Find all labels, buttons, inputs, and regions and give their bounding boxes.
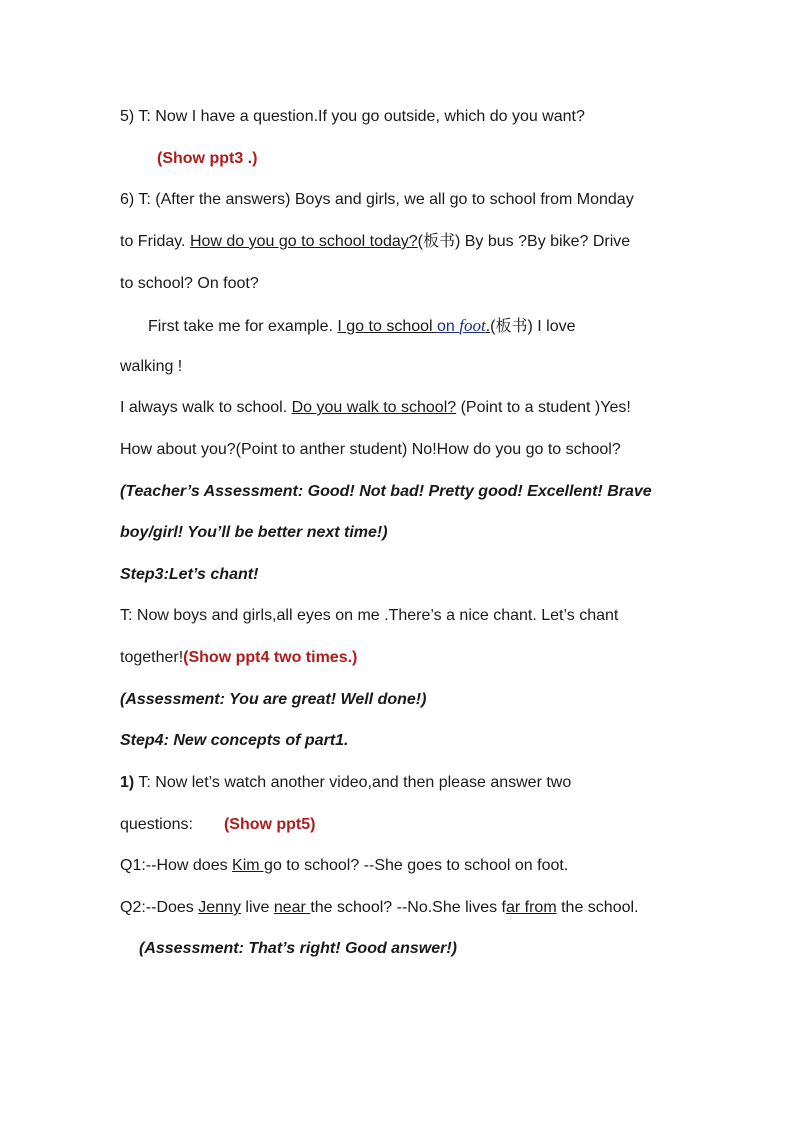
text-period: . xyxy=(485,318,491,335)
text-i-go-school: I go to school xyxy=(337,318,438,335)
line-to-friday xyxy=(120,232,630,252)
heading-step3: Step3:Let’s chant! xyxy=(120,566,259,583)
line-assessment-right: (Assessment: That’s right! Good answer!) xyxy=(139,940,457,957)
line-q2 xyxy=(120,898,638,918)
line-show-ppt3: (Show ppt3 .) xyxy=(157,150,258,167)
text-foot: foot xyxy=(459,316,486,335)
text-q2-answer: the school? --No.She lives f xyxy=(310,899,506,916)
text-questions: questions: xyxy=(120,816,193,833)
text-watch-video: T: Now let’s watch another video,and then please answer two xyxy=(134,774,572,791)
text-on: on xyxy=(437,318,460,335)
line-questions xyxy=(120,815,315,835)
text-board-love: (板书) I love xyxy=(490,318,576,335)
line-after-answers: 6) T: (After the answers) Boys and girls, we all go to school from Monday xyxy=(120,191,634,208)
line-together xyxy=(120,648,357,668)
text-point-student: (Point to a student )Yes! xyxy=(456,399,631,416)
line-boy-girl: boy/girl! You’ll be better next time!) xyxy=(120,524,388,541)
text-together: together! xyxy=(120,649,184,666)
text-how-go-school: How do you go to school today? xyxy=(189,233,418,250)
text-far-from: ar from xyxy=(505,899,557,916)
text-show-ppt5: (Show ppt5) xyxy=(223,816,316,833)
text-always-walk: I always walk to school. xyxy=(120,399,292,416)
text-show-ppt4: (Show ppt4 two times.) xyxy=(183,649,358,666)
text-near: near xyxy=(273,899,311,916)
line-walking: walking ! xyxy=(120,358,183,375)
line-first-example xyxy=(148,316,576,337)
text-item-1: 1) xyxy=(120,774,135,791)
line-on-foot-question: to school? On foot? xyxy=(120,275,259,292)
line-question-outside: 5) T: Now I have a question.If you go outside, which do you want? xyxy=(120,108,585,125)
line-nice-chant: T: Now boys and girls,all eyes on me .There’s a nice chant. Let’s chant xyxy=(120,607,619,624)
text-q2-does: Q2:--Does xyxy=(120,899,199,916)
text-to-friday: to Friday. xyxy=(120,233,190,250)
text-do-you-walk: Do you walk to school? xyxy=(291,399,457,416)
line-always-walk xyxy=(120,398,631,418)
text-q1-how: Q1:--How does xyxy=(120,857,233,874)
line-assessment-great: (Assessment: You are great! Well done!) xyxy=(120,691,427,708)
line-how-about-you: How about you?(Point to anther student) No!How do you go to school? xyxy=(120,441,621,458)
text-q1-answer: o to school? --She goes to school on foot. xyxy=(272,857,569,874)
text-jenny: Jenny xyxy=(198,899,241,916)
line-teacher-assessment: (Teacher’s Assessment: Good! Not bad! Pretty good! Excellent! Brave xyxy=(120,483,652,500)
line-watch-video xyxy=(120,773,571,793)
text-live: live xyxy=(240,899,274,916)
heading-step4: Step4: New concepts of part1. xyxy=(120,732,349,749)
text-board-bus-bike: (板书) By bus ?By bike? Drive xyxy=(417,233,631,250)
text-kim: Kim g xyxy=(232,857,273,874)
line-q1 xyxy=(120,856,568,876)
text-the-school: the school. xyxy=(556,899,639,916)
text-first-example: First take me for example. xyxy=(148,318,338,335)
